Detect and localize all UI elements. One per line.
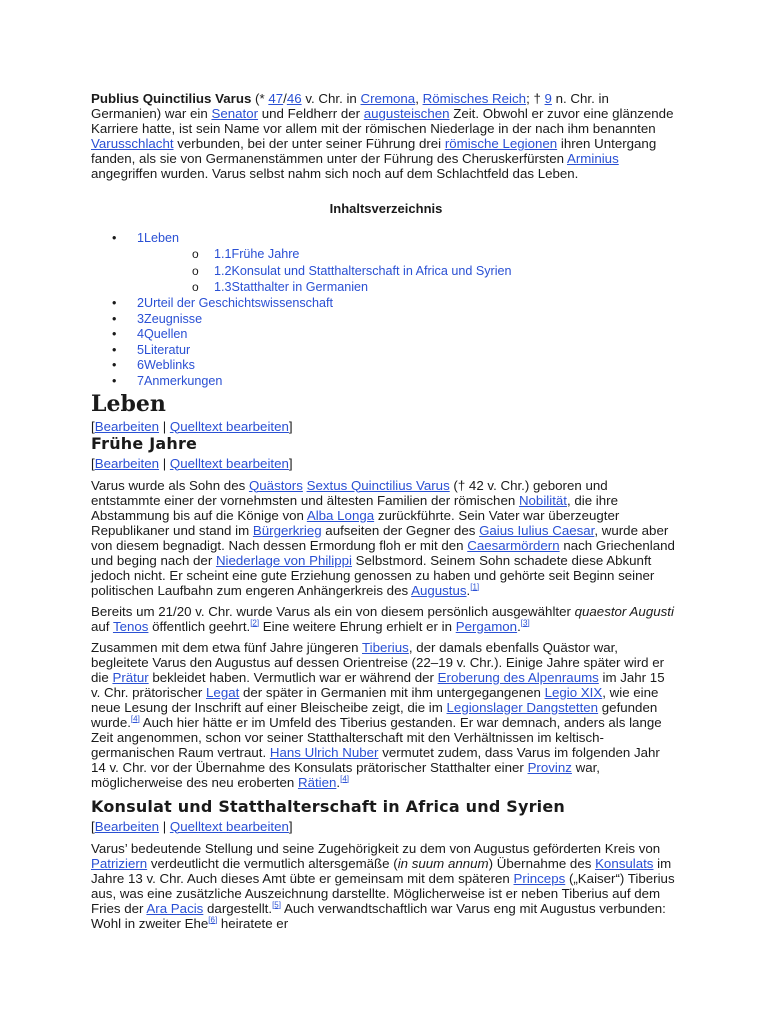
text: Zusammen mit dem etwa fünf Jahre jüngeren bbox=[91, 639, 362, 655]
link-alpenraum[interactable]: Eroberung des Alpenraums bbox=[437, 669, 599, 685]
text: verdeutlicht die vermutlich altersgemäße ( bbox=[147, 855, 398, 871]
text: Zeit. Obwohl er zuvor eine glänzende Karriere hatte, ist sein Name vor allem mit der römischen Niederlage in der nach ihm benannten bbox=[91, 106, 674, 137]
link-philippi[interactable]: Niederlage von Philippi bbox=[215, 552, 352, 568]
edit-links-fruehe-jahre bbox=[91, 455, 691, 472]
text: auf bbox=[91, 618, 113, 634]
link-caesarmoerder[interactable]: Caesarmördern bbox=[467, 537, 560, 553]
toc-item-statthalter bbox=[91, 279, 691, 296]
bullet-icon: • bbox=[112, 230, 117, 245]
text: Auch hier hätte er im Umfeld des Tiberius gestanden. Er war demnach, anders als lange Zeit angenommen, schon vor seiner Statthalterschaft mit den Verhältnissen im keltisch-germanischen Raum vertraut. bbox=[91, 714, 662, 760]
link-arminius[interactable]: Arminius bbox=[567, 151, 619, 167]
footnote-ref[interactable]: [2] bbox=[250, 618, 260, 628]
section-heading-konsulat: Konsulat und Statthalterschaft in Africa und Syrien bbox=[91, 796, 566, 816]
link-nobilitaet[interactable]: Nobilität bbox=[518, 492, 567, 508]
text: Varus wurde als Sohn des bbox=[91, 477, 249, 493]
link-legat[interactable]: Legat bbox=[206, 684, 240, 700]
link-provinz[interactable]: Provinz bbox=[527, 759, 572, 775]
text: bekleidet haben. Vermutlich war er während der bbox=[148, 669, 438, 685]
toc-link-urteil[interactable]: 2Urteil der Geschichtswissenschaft bbox=[137, 295, 333, 310]
bullet-icon: • bbox=[112, 295, 117, 310]
link-ara-pacis[interactable]: Ara Pacis bbox=[146, 900, 204, 916]
edit-link[interactable]: Bearbeiten bbox=[94, 418, 160, 434]
toc-link-quellen[interactable]: 4Quellen bbox=[137, 327, 188, 342]
link-cremona[interactable]: Cremona bbox=[360, 91, 416, 106]
separator: | bbox=[159, 455, 170, 471]
text: , die ihre Abstammung bis auf die Könige von bbox=[91, 492, 618, 523]
text: ) Übernahme des bbox=[488, 855, 596, 871]
toc-item-leben bbox=[91, 231, 691, 247]
link-konsulat[interactable]: Konsulats bbox=[595, 855, 654, 871]
text: vermutet zudem, dass Varus im folgenden Jahr 14 v. Chr. vor der Übernahme des Konsulats prätorischer Statthalter einer bbox=[91, 744, 660, 775]
link-legio-xix[interactable]: Legio XIX bbox=[544, 684, 603, 700]
toc-link-literatur[interactable]: 5Literatur bbox=[137, 342, 191, 357]
text: . bbox=[336, 774, 341, 790]
section-heading-leben: Leben bbox=[91, 390, 166, 417]
link-buergerkrieg[interactable]: Bürgerkrieg bbox=[252, 522, 322, 538]
bullet-icon: • bbox=[112, 373, 117, 388]
text: dargestellt. bbox=[203, 900, 273, 916]
bracket: ] bbox=[288, 818, 293, 834]
edit-source-link[interactable]: Quelltext bearbeiten bbox=[169, 455, 289, 471]
link-quaestors[interactable]: Quästors bbox=[248, 477, 303, 493]
link-augustus[interactable]: Augustus bbox=[411, 582, 467, 598]
text: (* bbox=[251, 91, 269, 106]
bracket: ] bbox=[288, 418, 293, 434]
footnote-ref[interactable]: [4] bbox=[340, 774, 350, 784]
text: im Jahr 15 v. Chr. prätorischer bbox=[91, 669, 665, 700]
text: . bbox=[466, 582, 471, 598]
link-augusteischen[interactable]: augusteischen bbox=[363, 106, 450, 122]
toc-item-quellen bbox=[91, 327, 691, 343]
link-raetien[interactable]: Rätien bbox=[297, 774, 337, 790]
toc-title: Inhaltsverzeichnis bbox=[329, 200, 443, 216]
bracket: ] bbox=[288, 455, 293, 471]
toc-item-weblinks bbox=[91, 358, 691, 374]
link-roemische-legionen[interactable]: römische Legionen bbox=[444, 136, 558, 152]
bullet-icon: • bbox=[112, 342, 117, 357]
toc-link-konsulat[interactable]: 1.2Konsulat und Statthalterschaft in Africa und Syrien bbox=[214, 263, 512, 278]
footnote-ref[interactable]: [1] bbox=[470, 582, 480, 592]
text: angegriffen wurden. Varus selbst nahm sich noch auf dem Schlachtfeld das Leben. bbox=[91, 166, 579, 182]
edit-source-link[interactable]: Quelltext bearbeiten bbox=[169, 418, 289, 434]
link-alba-longa[interactable]: Alba Longa bbox=[306, 507, 375, 523]
footnote-ref[interactable]: [5] bbox=[272, 900, 281, 910]
footnote-ref[interactable]: [4] bbox=[130, 714, 140, 724]
link-senator[interactable]: Senator bbox=[211, 106, 259, 122]
link-tenos[interactable]: Tenos bbox=[112, 618, 149, 634]
table-of-contents bbox=[91, 231, 691, 390]
subject-name: Publius Quinctilius Varus bbox=[91, 91, 252, 106]
toc-item-literatur bbox=[91, 343, 691, 359]
link-sextus[interactable]: Sextus Quinctilius Varus bbox=[306, 477, 450, 493]
link-varusschlacht[interactable]: Varusschlacht bbox=[91, 136, 174, 152]
text: gefunden wurde. bbox=[91, 699, 658, 730]
text: heiratete er bbox=[217, 915, 289, 931]
toc-link-fruehe-jahre[interactable]: 1.1Frühe Jahre bbox=[214, 247, 300, 262]
text: v. Chr. in bbox=[301, 91, 361, 106]
toc-link-weblinks[interactable]: 6Weblinks bbox=[137, 358, 195, 373]
text: († 42 v. Chr.) geboren und entstammte einer der vornehmsten und ältesten Familien der römischen bbox=[91, 477, 608, 508]
text: und Feldherr der bbox=[258, 106, 364, 122]
paragraph-quaestur bbox=[91, 604, 677, 634]
link-praetur[interactable]: Prätur bbox=[112, 669, 149, 685]
text: ihren Untergang fanden, als sie von Germanenstämmen unter der Führung des Cheruskerfürsten bbox=[91, 136, 657, 167]
text: / bbox=[283, 91, 287, 106]
text: aufseiten der Gegner des bbox=[321, 522, 480, 538]
link-princeps[interactable]: Princeps bbox=[513, 870, 566, 886]
toc-item-konsulat bbox=[91, 263, 691, 280]
latin-term: in suum annum bbox=[397, 855, 489, 871]
bracket: [ bbox=[91, 818, 95, 834]
separator: | bbox=[159, 418, 170, 434]
text: war, möglicherweise des neu eroberten bbox=[91, 759, 600, 790]
edit-links-leben bbox=[91, 418, 691, 435]
text: verbunden, bei der unter seiner Führung drei bbox=[173, 136, 445, 152]
text: Auch verwandtschaftlich war Varus eng mit Augustus verbunden: Wohl in zweiter Ehe bbox=[91, 900, 666, 931]
link-9[interactable]: 9 bbox=[544, 91, 552, 106]
link-patrizier[interactable]: Patriziern bbox=[91, 855, 148, 871]
text: , bbox=[415, 91, 423, 106]
circle-bullet-icon: o bbox=[192, 247, 199, 262]
toc-link-statthalter[interactable]: 1.3Statthalter in Germanien bbox=[214, 280, 369, 295]
text: . bbox=[517, 618, 521, 634]
text: , der damals ebenfalls Quästor war, begleitete Varus den Augustus auf dessen Orientreise (22–19 v. Chr.). Einige Jahre später wird er die bbox=[91, 639, 665, 685]
text: Bereits um 21/20 v. Chr. wurde Varus als ein von diesem persönlich ausgewählter bbox=[91, 603, 575, 619]
toc-item-fruehe-jahre bbox=[91, 246, 691, 263]
toc-item-anmerkungen bbox=[91, 374, 691, 390]
latin-term: quaestor Augusti bbox=[574, 603, 674, 619]
paragraph-herkunft bbox=[91, 478, 677, 598]
edit-source-link[interactable]: Quelltext bearbeiten bbox=[169, 818, 289, 834]
text: Selbstmord. Seinem Sohn schadete diese Abkunft jedoch nicht. Er scheint eine gute Erziehung genossen zu haben und gehörte seit Beginn seiner politischen Laufbahn zum engeren Anhängerkreis des bbox=[91, 552, 655, 598]
text: („Kaiser“) Tiberius aus, was eine zusätzliche Auszeichnung darstellte. Möglicherweise ist er neben Tiberius auf dem Fries der bbox=[91, 870, 675, 916]
link-legionslager[interactable]: Legionslager Dangstetten bbox=[446, 699, 599, 715]
toc-item-zeugnisse bbox=[91, 312, 691, 328]
intro-paragraph bbox=[91, 91, 677, 182]
text: , wurde aber von diesem begnadigt. Nach dessen Ermordung floh er mit den bbox=[91, 522, 669, 553]
toc-link-leben[interactable]: 1Leben bbox=[137, 230, 180, 245]
circle-bullet-icon: o bbox=[192, 263, 199, 278]
text: nach Griechenland und beging nach der bbox=[91, 537, 675, 568]
bracket: [ bbox=[91, 455, 95, 471]
circle-bullet-icon: o bbox=[192, 280, 199, 295]
toc-link-anmerkungen[interactable]: 7Anmerkungen bbox=[137, 373, 223, 388]
paragraph-konsulat bbox=[91, 841, 677, 931]
bullet-icon: • bbox=[112, 311, 117, 326]
text: n. Chr. in Germanien) war ein bbox=[91, 91, 609, 122]
link-roemisches-reich[interactable]: Römisches Reich bbox=[422, 91, 527, 106]
separator: | bbox=[159, 818, 170, 834]
text: ; † bbox=[526, 91, 545, 106]
text: im Jahre 13 v. Chr. Auch dieses Amt übte er gemeinsam mit dem späteren bbox=[91, 855, 672, 886]
section-heading-fruehe-jahre: Frühe Jahre bbox=[91, 433, 198, 453]
article bbox=[91, 91, 691, 931]
text: öffentlich geehrt. bbox=[148, 618, 251, 634]
text: Varus’ bedeutende Stellung und seine Zugehörigkeit zu dem von Augustus geförderten Kreis von bbox=[91, 840, 661, 856]
text: , wie eine neue Lesung der Inschrift auf einer Bleischeibe zeigt, die im bbox=[91, 684, 659, 715]
link-caesar[interactable]: Gaius Iulius Caesar bbox=[479, 522, 595, 538]
text: zurückführte. Sein Vater war überzeugter Republikaner und stand im bbox=[91, 507, 620, 538]
toc-link-zeugnisse[interactable]: 3Zeugnisse bbox=[137, 311, 203, 326]
edit-links-konsulat bbox=[91, 818, 691, 835]
link-47[interactable]: 47 bbox=[268, 91, 284, 106]
footnote-ref[interactable]: [3] bbox=[520, 618, 530, 628]
link-46[interactable]: 46 bbox=[286, 91, 302, 106]
footnote-ref[interactable]: [6] bbox=[208, 915, 218, 925]
edit-link[interactable]: Bearbeiten bbox=[94, 455, 160, 471]
link-nuber[interactable]: Hans Ulrich Nuber bbox=[269, 744, 379, 760]
edit-link[interactable]: Bearbeiten bbox=[94, 818, 160, 834]
text: Eine weitere Ehrung erhielt er in bbox=[259, 618, 456, 634]
paragraph-orientreise bbox=[91, 640, 677, 790]
bracket: [ bbox=[91, 418, 95, 434]
toc-item-urteil bbox=[91, 296, 691, 312]
text: der später in Germanien mit ihm untergegangenen bbox=[239, 684, 545, 700]
bullet-icon: • bbox=[112, 358, 117, 373]
link-tiberius[interactable]: Tiberius bbox=[362, 639, 409, 655]
link-pergamon[interactable]: Pergamon bbox=[455, 618, 518, 634]
bullet-icon: • bbox=[112, 327, 117, 342]
